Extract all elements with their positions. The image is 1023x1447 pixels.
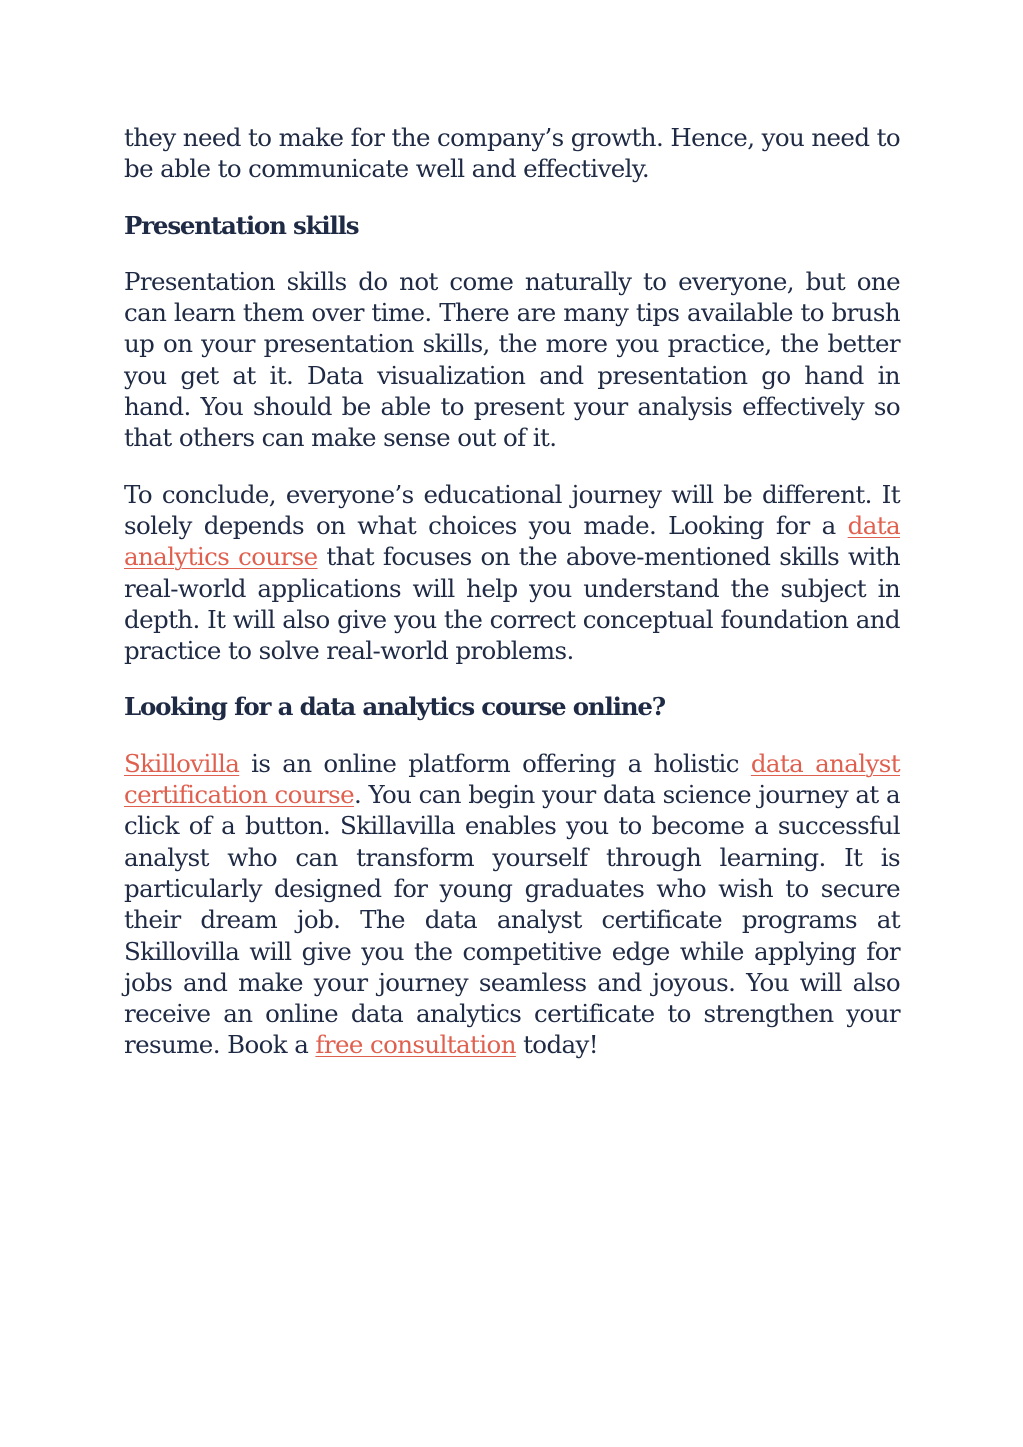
skillovilla-paragraph	[124, 748, 900, 1061]
presentation-skills-text: Presentation skills do not come naturally to everyone, but one can learn them over time. There are many tips available to brush up on your presentation skills, the more you practice, the better you get at it. Data visualization and presentation go hand in hand. You should be able to present your analysis effectively so that others can make sense out of it.	[124, 266, 900, 453]
conclusion-text-after-link: that focuses on the above-mentioned skills with real-world applications will help you understand the subject in depth. It will also give you the correct conceptual foundation and practice to solve real-world problems.	[124, 542, 900, 666]
presentation-skills-heading: Presentation skills	[124, 210, 359, 240]
presentation-skills-paragraph	[124, 266, 900, 454]
document-page	[124, 122, 900, 1086]
online-course-heading: Looking for a data analytics course online?	[124, 692, 665, 722]
skillovilla-text-3: today!	[515, 1030, 599, 1060]
data-analytics-course-link[interactable]: data analytics course	[124, 510, 900, 572]
skillovilla-text-1: is an online platform offering a holistic	[239, 748, 751, 778]
conclusion-text-before-link: To conclude, everyone’s educational journey will be different. It solely depends on what choices you made. Looking for a	[124, 479, 900, 540]
conclusion-paragraph	[124, 479, 900, 667]
data-analyst-certification-course-link[interactable]: data analyst certification course	[124, 748, 900, 810]
intro-text: they need to make for the company’s growth. Hence, you need to be able to communicate well and effectively.	[124, 123, 900, 184]
intro-paragraph	[124, 122, 900, 185]
skillovilla-link[interactable]: Skillovilla	[124, 748, 240, 778]
skillovilla-text-2: . You can begin your data science journey at a click of a button. Skillavilla enables you to become a successful analyst who can transform yourself through learning. It is particularly designed for young graduates who wish to secure their dream job. The data analyst certificate programs at Skillovilla will give you the competitive edge while applying for jobs and make your journey seamless and joyous. You will also receive an online data analytics certificate to strengthen your resume. Book a	[124, 780, 900, 1060]
free-consultation-link[interactable]: free consultation	[315, 1030, 516, 1060]
